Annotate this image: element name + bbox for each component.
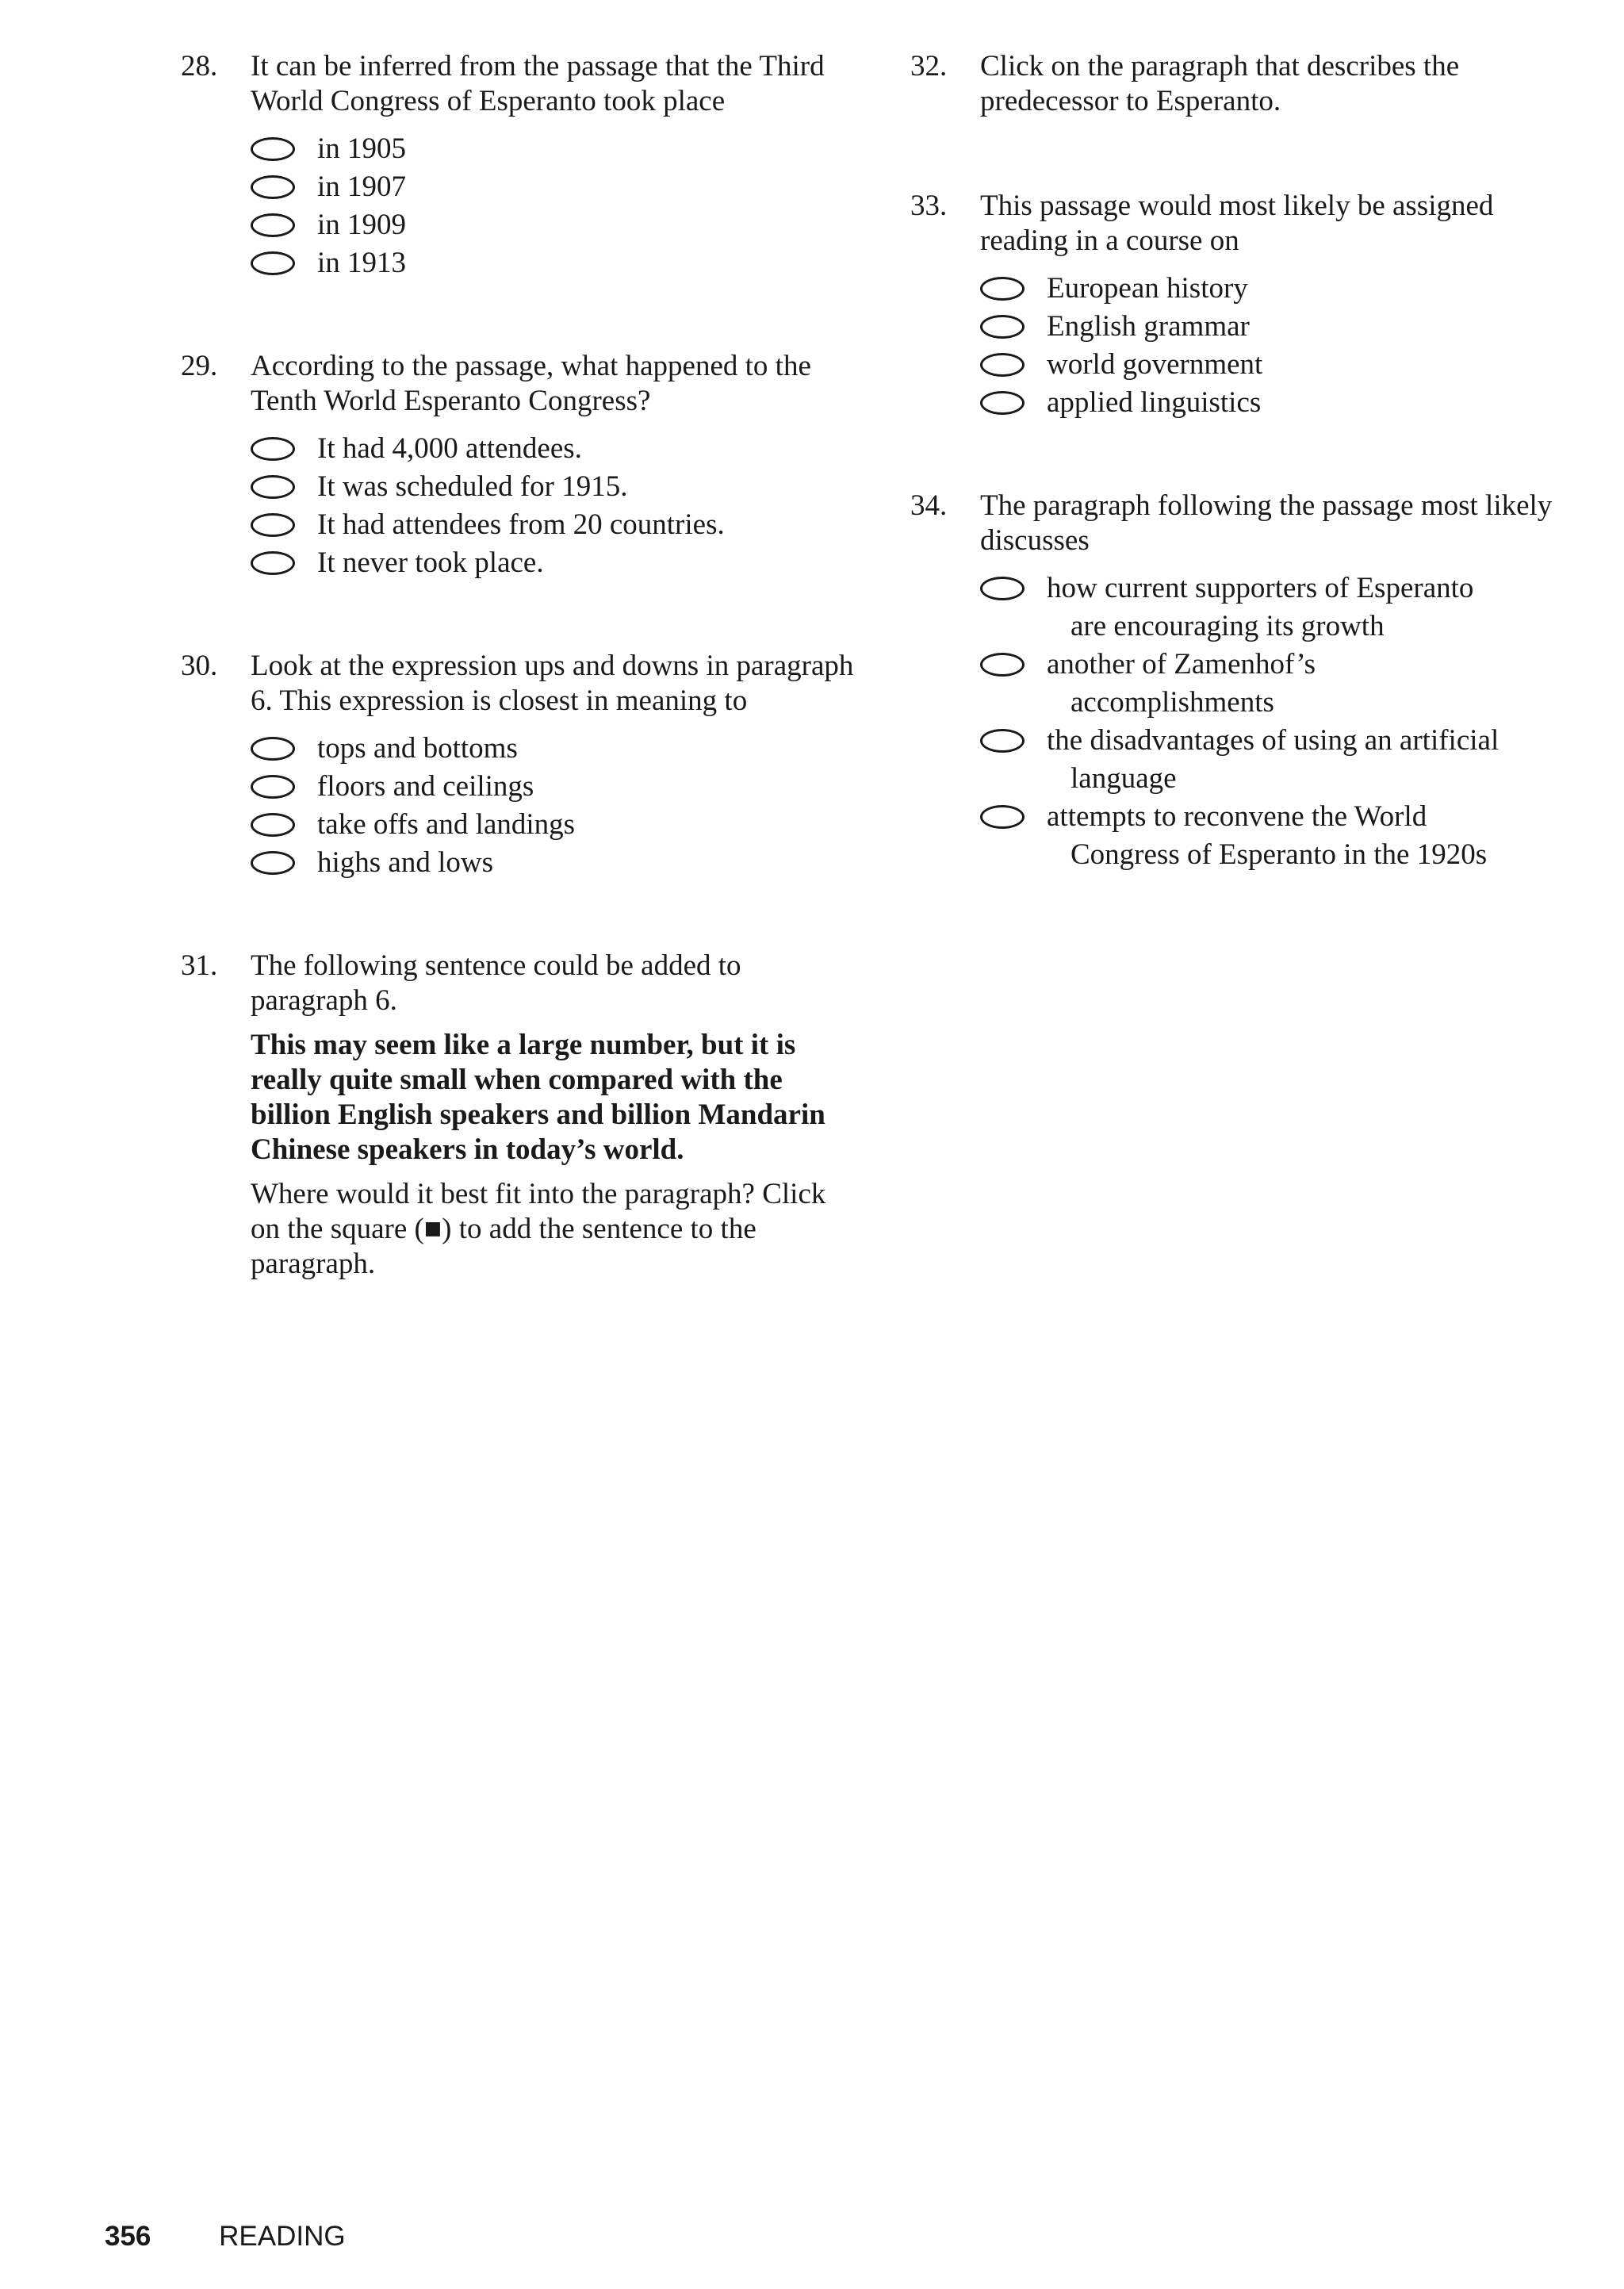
question-number: 32.: [910, 50, 948, 82]
question-number: 31.: [181, 949, 218, 982]
page-footer: [105, 2221, 346, 2253]
question-number: 28.: [181, 50, 218, 82]
question-number: 29.: [181, 350, 218, 382]
answer-option[interactable]: applied linguistics: [980, 384, 1576, 422]
radio-oval-icon[interactable]: [980, 653, 1025, 677]
question-34: [910, 489, 1576, 874]
question-32: [910, 49, 1576, 119]
page-number: 356: [105, 2221, 151, 2252]
answer-option[interactable]: English grammar: [980, 308, 1576, 346]
answer-options: [251, 730, 855, 882]
answer-option[interactable]: highs and lows: [251, 844, 855, 882]
question-stem: Click on the paragraph that describes the predecessor to Esperanto.: [980, 50, 1460, 117]
radio-oval-icon[interactable]: [251, 475, 295, 499]
section-title: READING: [219, 2221, 346, 2252]
question-instruction: Where would it best fit into the paragraph? Click on the square (■) to add the sentence to the paragraph.: [251, 1178, 826, 1280]
question-stem: It can be inferred from the passage that the Third World Congress of Esperanto took place: [251, 50, 825, 117]
answer-options: [251, 130, 855, 282]
radio-oval-icon[interactable]: [980, 391, 1025, 415]
radio-oval-icon[interactable]: [980, 577, 1025, 600]
answer-options: [980, 569, 1576, 874]
radio-oval-icon[interactable]: [980, 729, 1025, 753]
radio-oval-icon[interactable]: [251, 851, 295, 875]
answer-option[interactable]: floors and ceilings: [251, 768, 855, 806]
radio-oval-icon[interactable]: [251, 175, 295, 199]
question-31: [181, 949, 855, 1282]
answer-option[interactable]: It had 4,000 attendees.: [251, 430, 855, 468]
question-stem: The following sentence could be added to paragraph 6.: [251, 949, 741, 1017]
radio-oval-icon[interactable]: [980, 315, 1025, 339]
answer-options: [980, 270, 1576, 422]
radio-oval-icon[interactable]: [251, 213, 295, 237]
question-29: [181, 349, 855, 582]
question-stem: This passage would most likely be assigned reading in a course on: [980, 190, 1494, 257]
radio-oval-icon[interactable]: [251, 251, 295, 275]
answer-option[interactable]: in 1905: [251, 130, 855, 168]
question-30: [181, 649, 855, 882]
radio-oval-icon[interactable]: [980, 277, 1025, 301]
insert-sentence: This may seem like a large number, but it is really quite small when compared with the billion English speakers and billion Mandarin Chinese speakers in today’s world.: [251, 1029, 825, 1166]
radio-oval-icon[interactable]: [251, 775, 295, 799]
question-number: 34.: [910, 489, 948, 522]
question-number: 33.: [910, 190, 948, 222]
question-stem: The paragraph following the passage most likely discusses: [980, 489, 1553, 557]
radio-oval-icon[interactable]: [251, 813, 295, 837]
question-number: 30.: [181, 650, 218, 682]
radio-oval-icon[interactable]: [251, 551, 295, 575]
question-33: [910, 189, 1576, 422]
answer-options: [251, 430, 855, 582]
question-28: [181, 49, 855, 282]
answer-option[interactable]: It never took place.: [251, 544, 855, 582]
answer-option[interactable]: another of Zamenhof’s accomplishments: [980, 646, 1576, 722]
radio-oval-icon[interactable]: [251, 513, 295, 537]
answer-option[interactable]: tops and bottoms: [251, 730, 855, 768]
answer-option[interactable]: take offs and landings: [251, 806, 855, 844]
answer-option[interactable]: in 1909: [251, 206, 855, 244]
question-stem: According to the passage, what happened to the Tenth World Esperanto Congress?: [251, 350, 811, 417]
answer-option[interactable]: European history: [980, 270, 1576, 308]
radio-oval-icon[interactable]: [251, 737, 295, 761]
answer-option[interactable]: how current supporters of Esperanto are encouraging its growth: [980, 569, 1576, 646]
question-stem: Look at the expression ups and downs in paragraph 6. This expression is closest in meaning to: [251, 650, 854, 717]
answer-option[interactable]: It was scheduled for 1915.: [251, 468, 855, 506]
radio-oval-icon[interactable]: [980, 805, 1025, 829]
answer-option[interactable]: world government: [980, 346, 1576, 384]
answer-option[interactable]: It had attendees from 20 countries.: [251, 506, 855, 544]
radio-oval-icon[interactable]: [980, 353, 1025, 377]
answer-option[interactable]: the disadvantages of using an artificial language: [980, 722, 1576, 798]
left-column: [181, 49, 855, 1282]
answer-option[interactable]: in 1913: [251, 244, 855, 282]
answer-option[interactable]: attempts to reconvene the World Congress of Esperanto in the 1920s: [980, 798, 1576, 874]
answer-option[interactable]: in 1907: [251, 168, 855, 206]
radio-oval-icon[interactable]: [251, 137, 295, 161]
radio-oval-icon[interactable]: [251, 437, 295, 461]
right-column: [910, 49, 1576, 874]
